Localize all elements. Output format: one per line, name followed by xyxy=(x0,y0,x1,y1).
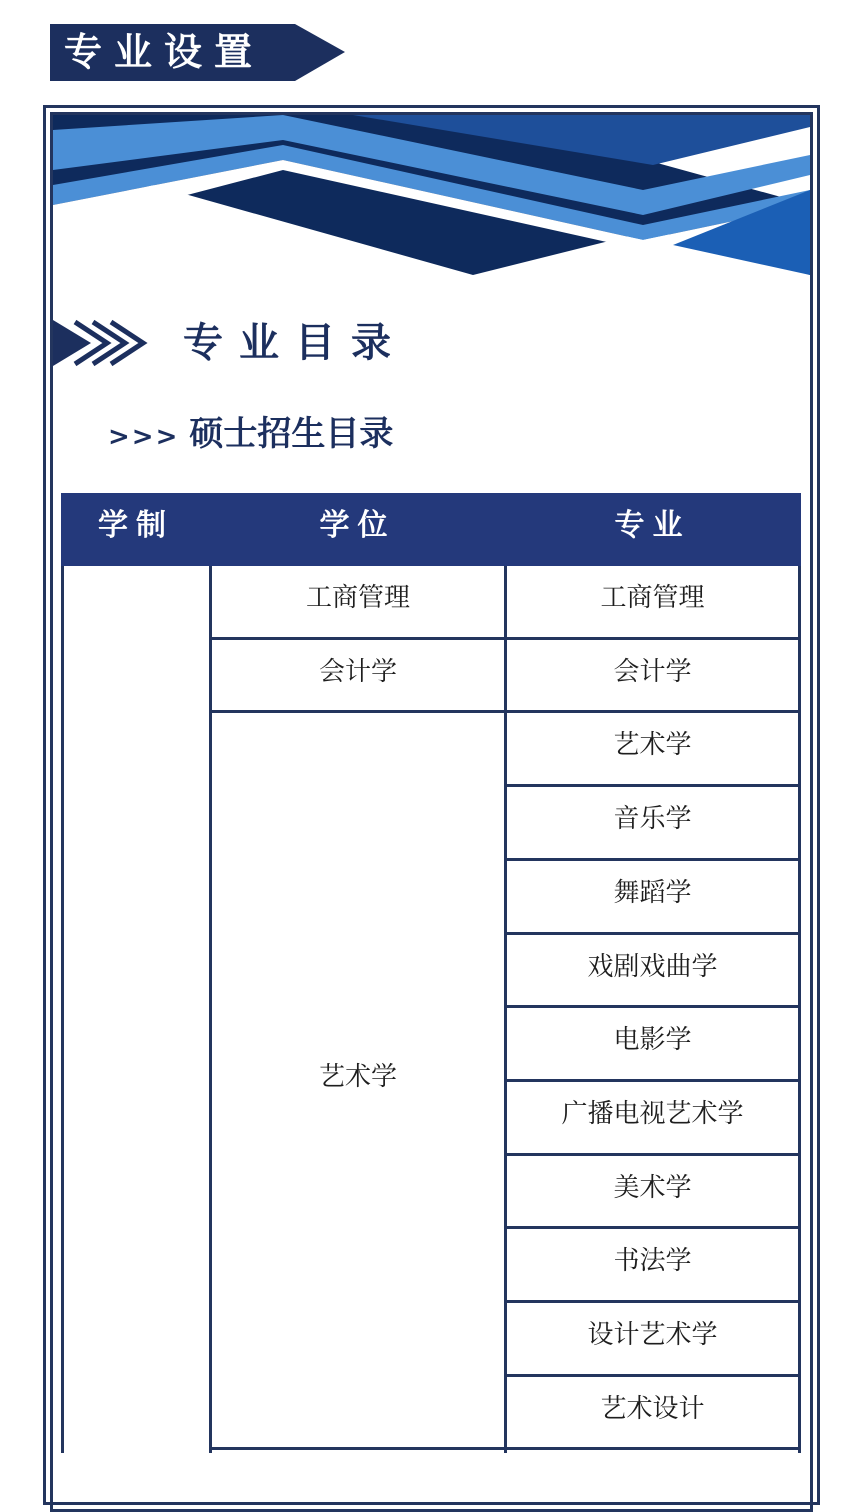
page-title: 专业目录 xyxy=(183,320,407,366)
major-cell: 美术学 xyxy=(613,1172,692,1203)
table-row-divider xyxy=(504,784,801,787)
table-column-divider xyxy=(61,566,64,1453)
table-row-divider xyxy=(504,858,801,861)
major-cell: 音乐学 xyxy=(613,804,692,835)
table-column-divider xyxy=(209,566,212,1453)
table-row-divider xyxy=(209,710,507,713)
major-cell: 戏剧戏曲学 xyxy=(587,951,718,982)
degree-cell: 工商管理 xyxy=(305,583,410,613)
major-cell: 设计艺术学 xyxy=(587,1320,718,1350)
table-row-divider xyxy=(504,932,801,935)
major-cell: 电影学 xyxy=(613,1025,692,1056)
section-tag-text: 专业设置 xyxy=(64,29,265,74)
subtitle-prefix: >>> xyxy=(108,422,180,452)
banner-decoration xyxy=(53,115,810,275)
header-duration: 学制 xyxy=(98,508,174,543)
section-tag xyxy=(0,0,360,100)
major-cell: 艺术设计 xyxy=(600,1393,705,1424)
table-header xyxy=(61,493,801,566)
degree-cell: 会计学 xyxy=(318,656,397,687)
catalog-table xyxy=(61,493,801,1453)
degree-cell: 艺术学 xyxy=(318,1062,397,1093)
table-row-divider xyxy=(209,1447,507,1450)
table-column-divider xyxy=(798,566,801,1453)
table-row-divider xyxy=(504,637,801,640)
major-cell: 工商管理 xyxy=(600,583,705,613)
header-major: 专业 xyxy=(614,508,691,543)
major-cell: 书法学 xyxy=(613,1246,692,1277)
table-column-divider xyxy=(504,566,507,1453)
header-degree: 学位 xyxy=(319,508,396,543)
subtitle-text: 硕士招生目录 xyxy=(189,414,394,454)
table-row-divider xyxy=(504,1226,801,1229)
table-row-divider xyxy=(504,1005,801,1008)
major-cell: 艺术学 xyxy=(613,730,692,761)
subtitle xyxy=(108,412,393,456)
major-cell: 会计学 xyxy=(613,656,692,687)
table-row-divider xyxy=(504,1300,801,1303)
section-heading xyxy=(53,316,753,370)
major-cell: 广播电视艺术学 xyxy=(561,1098,744,1129)
table-row-divider xyxy=(504,1153,801,1156)
chevron-arrows-icon xyxy=(53,316,163,370)
major-cell: 舞蹈学 xyxy=(613,877,692,908)
table-row-divider xyxy=(504,1447,801,1450)
table-row-divider xyxy=(504,1374,801,1377)
table-row-divider xyxy=(504,710,801,713)
table-row-divider xyxy=(209,637,507,640)
table-row-divider xyxy=(504,1079,801,1082)
